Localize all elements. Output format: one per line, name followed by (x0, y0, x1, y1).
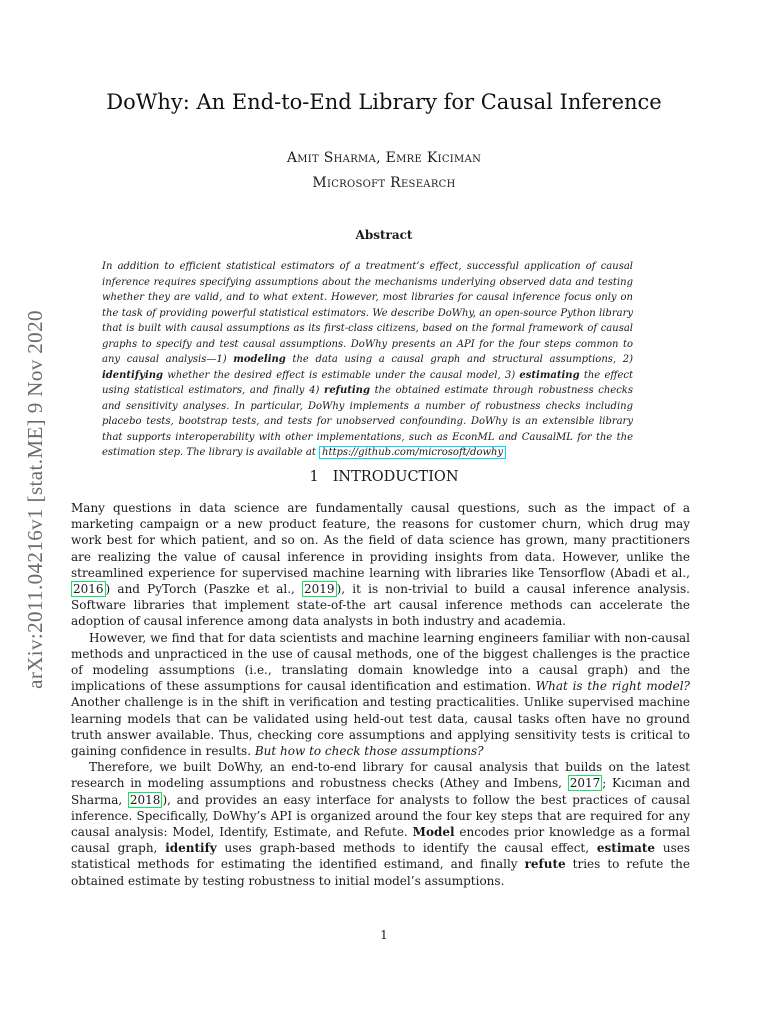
paragraph (71, 759, 690, 889)
abstract-heading: Abstract (355, 228, 413, 242)
citation-link[interactable]: 2019 (304, 582, 335, 597)
arxiv-identifier-stamp (24, 268, 46, 730)
paragraph-text: uses statistical methods for estimating the identified estimand, and finally (71, 841, 691, 872)
bold-step-identify: identify (165, 841, 217, 856)
introduction-body (71, 500, 690, 889)
bold-step-refute: refute (524, 857, 566, 872)
italic-question: What is the right model? (535, 679, 690, 694)
section-title: INTRODUCTION (332, 469, 459, 485)
paragraph (71, 630, 690, 760)
italic-question: But how to check those assumptions? (254, 744, 484, 759)
citation-link[interactable]: 2016 (73, 582, 104, 597)
abstract-text: the obtained estimate through robustness checks and sensitivity analyses. In particular, DoWhy implements a number of robustness checks including placebo tests, bootstrap tests, and tests for unobserved confounding. DoWhy is an extensible library that supports interoperability with other implementations, such as EconML and CausalML for the the estimation step. The library is available at (102, 385, 633, 458)
abstract-text: whether the desired effect is estimable under the causal model, 3) (163, 369, 520, 381)
paragraph-text: ) and PyTorch (Paszke et al., (105, 582, 303, 597)
abstract-text: the data using a causal graph and structural assumptions, 2) (285, 354, 633, 365)
abstract-keyword-identifying: identifying (102, 369, 164, 381)
abstract-text: In addition to efficient statistical estimators of a treatment’s effect, successful application of causal inference requires specifying assumptions about the mechanisms underlying observed data and testing whether they are valid, and to what extent. However, most libraries for causal inference focus only on the task of providing powerful statistical estimators. We describe DoWhy, an open-source Python library that is built with causal assumptions as its first-class citizens, based on the formal framework of causal graphs to specify and test causal assumptions. DoWhy presents an API for the four steps common to any causal analysis—1) (102, 261, 633, 365)
page-number: 1 (380, 928, 388, 942)
abstract-body (102, 259, 633, 461)
paper-authors: Amit Sharma, Emre Kiciman (286, 150, 482, 166)
paragraph-text: Many questions in data science are fundamentally causal questions, such as the impact of a marketing campaign or a new product feature, the reasons for customer churn, which drug may work best for which patient, and so on. As the field of data science has grown, many practitioners are realizing the value of causal inference in providing insights from data. However, unlike the streamlined experience for supervised machine learning with libraries like Tensorflow (Abadi et al., (71, 501, 690, 580)
paragraph-text: ; Kıcıman and Sharma, (71, 776, 690, 807)
paragraph-text: Therefore, we built DoWhy, an end-to-end library for causal analysis that builds on the latest research in modeling assumptions and robustness checks (Athey and Imbens, (71, 760, 690, 791)
paragraph-text: ), and provides an easy interface for analysts to follow the best practices of causal inference. Specifically, DoWhy’s API is organized around the four key steps that are required for any causal analysis: Model, Identify, Estimate, and Refute. (71, 792, 690, 840)
paper-title: DoWhy: An End-to-End Library for Causal Inference (106, 90, 662, 114)
abstract-keyword-refuting: refuting (324, 385, 370, 396)
paragraph-text: tries to refute the obtained estimate by testing robustness to initial model’s assumptions. (71, 857, 691, 888)
arxiv-identifier-text: arXiv:2011.04216v1 [stat.ME] 9 Nov 2020 (22, 309, 47, 689)
paragraph-text: However, we find that for data scientists and machine learning engineers familiar with non-causal methods and unpracticed in the use of causal methods, one of the biggest challenges is the practice of modeling assumptions (i.e., translating domain knowledge into a causal graph) and the implications of these assumptions for causal identification and estimation. (71, 630, 690, 694)
paper-affiliation: Microsoft Research (312, 175, 456, 191)
paragraph (71, 500, 690, 630)
paragraph-text: Another challenge is in the shift in verification and testing practicalities. Unlike supervised machine learning models that can be validated using held-out test data, causal tasks often have no ground truth answer available. Thus, checking core assumptions and applying sensitivity tests is critical to gaining confidence in results. (71, 695, 690, 759)
citation-link[interactable]: 2018 (129, 792, 161, 807)
section-heading-introduction (0, 469, 768, 485)
paragraph-text: ), it is non-trivial to build a causal inference analysis. Software libraries that implement state-of-the art causal inference methods can accelerate the adoption of causal inference among data analysts in both industry and academia. (71, 582, 690, 629)
paragraph-text: uses graph-based methods to identify the causal effect, (216, 841, 597, 856)
citation-link[interactable]: 2017 (569, 776, 601, 791)
bold-step-estimate: estimate (596, 841, 656, 856)
bold-step-model: Model (412, 825, 455, 840)
paragraph-text: encodes prior knowledge as a formal causal graph, (71, 825, 690, 856)
abstract-text: the effect using statistical estimators, and finally 4) (102, 369, 633, 396)
abstract-keyword-modeling: modeling (233, 354, 286, 365)
github-url-link[interactable]: https://github.com/microsoft/dowhy (319, 446, 506, 459)
section-number: 1 (309, 469, 319, 485)
abstract-keyword-estimating: estimating (519, 369, 580, 381)
